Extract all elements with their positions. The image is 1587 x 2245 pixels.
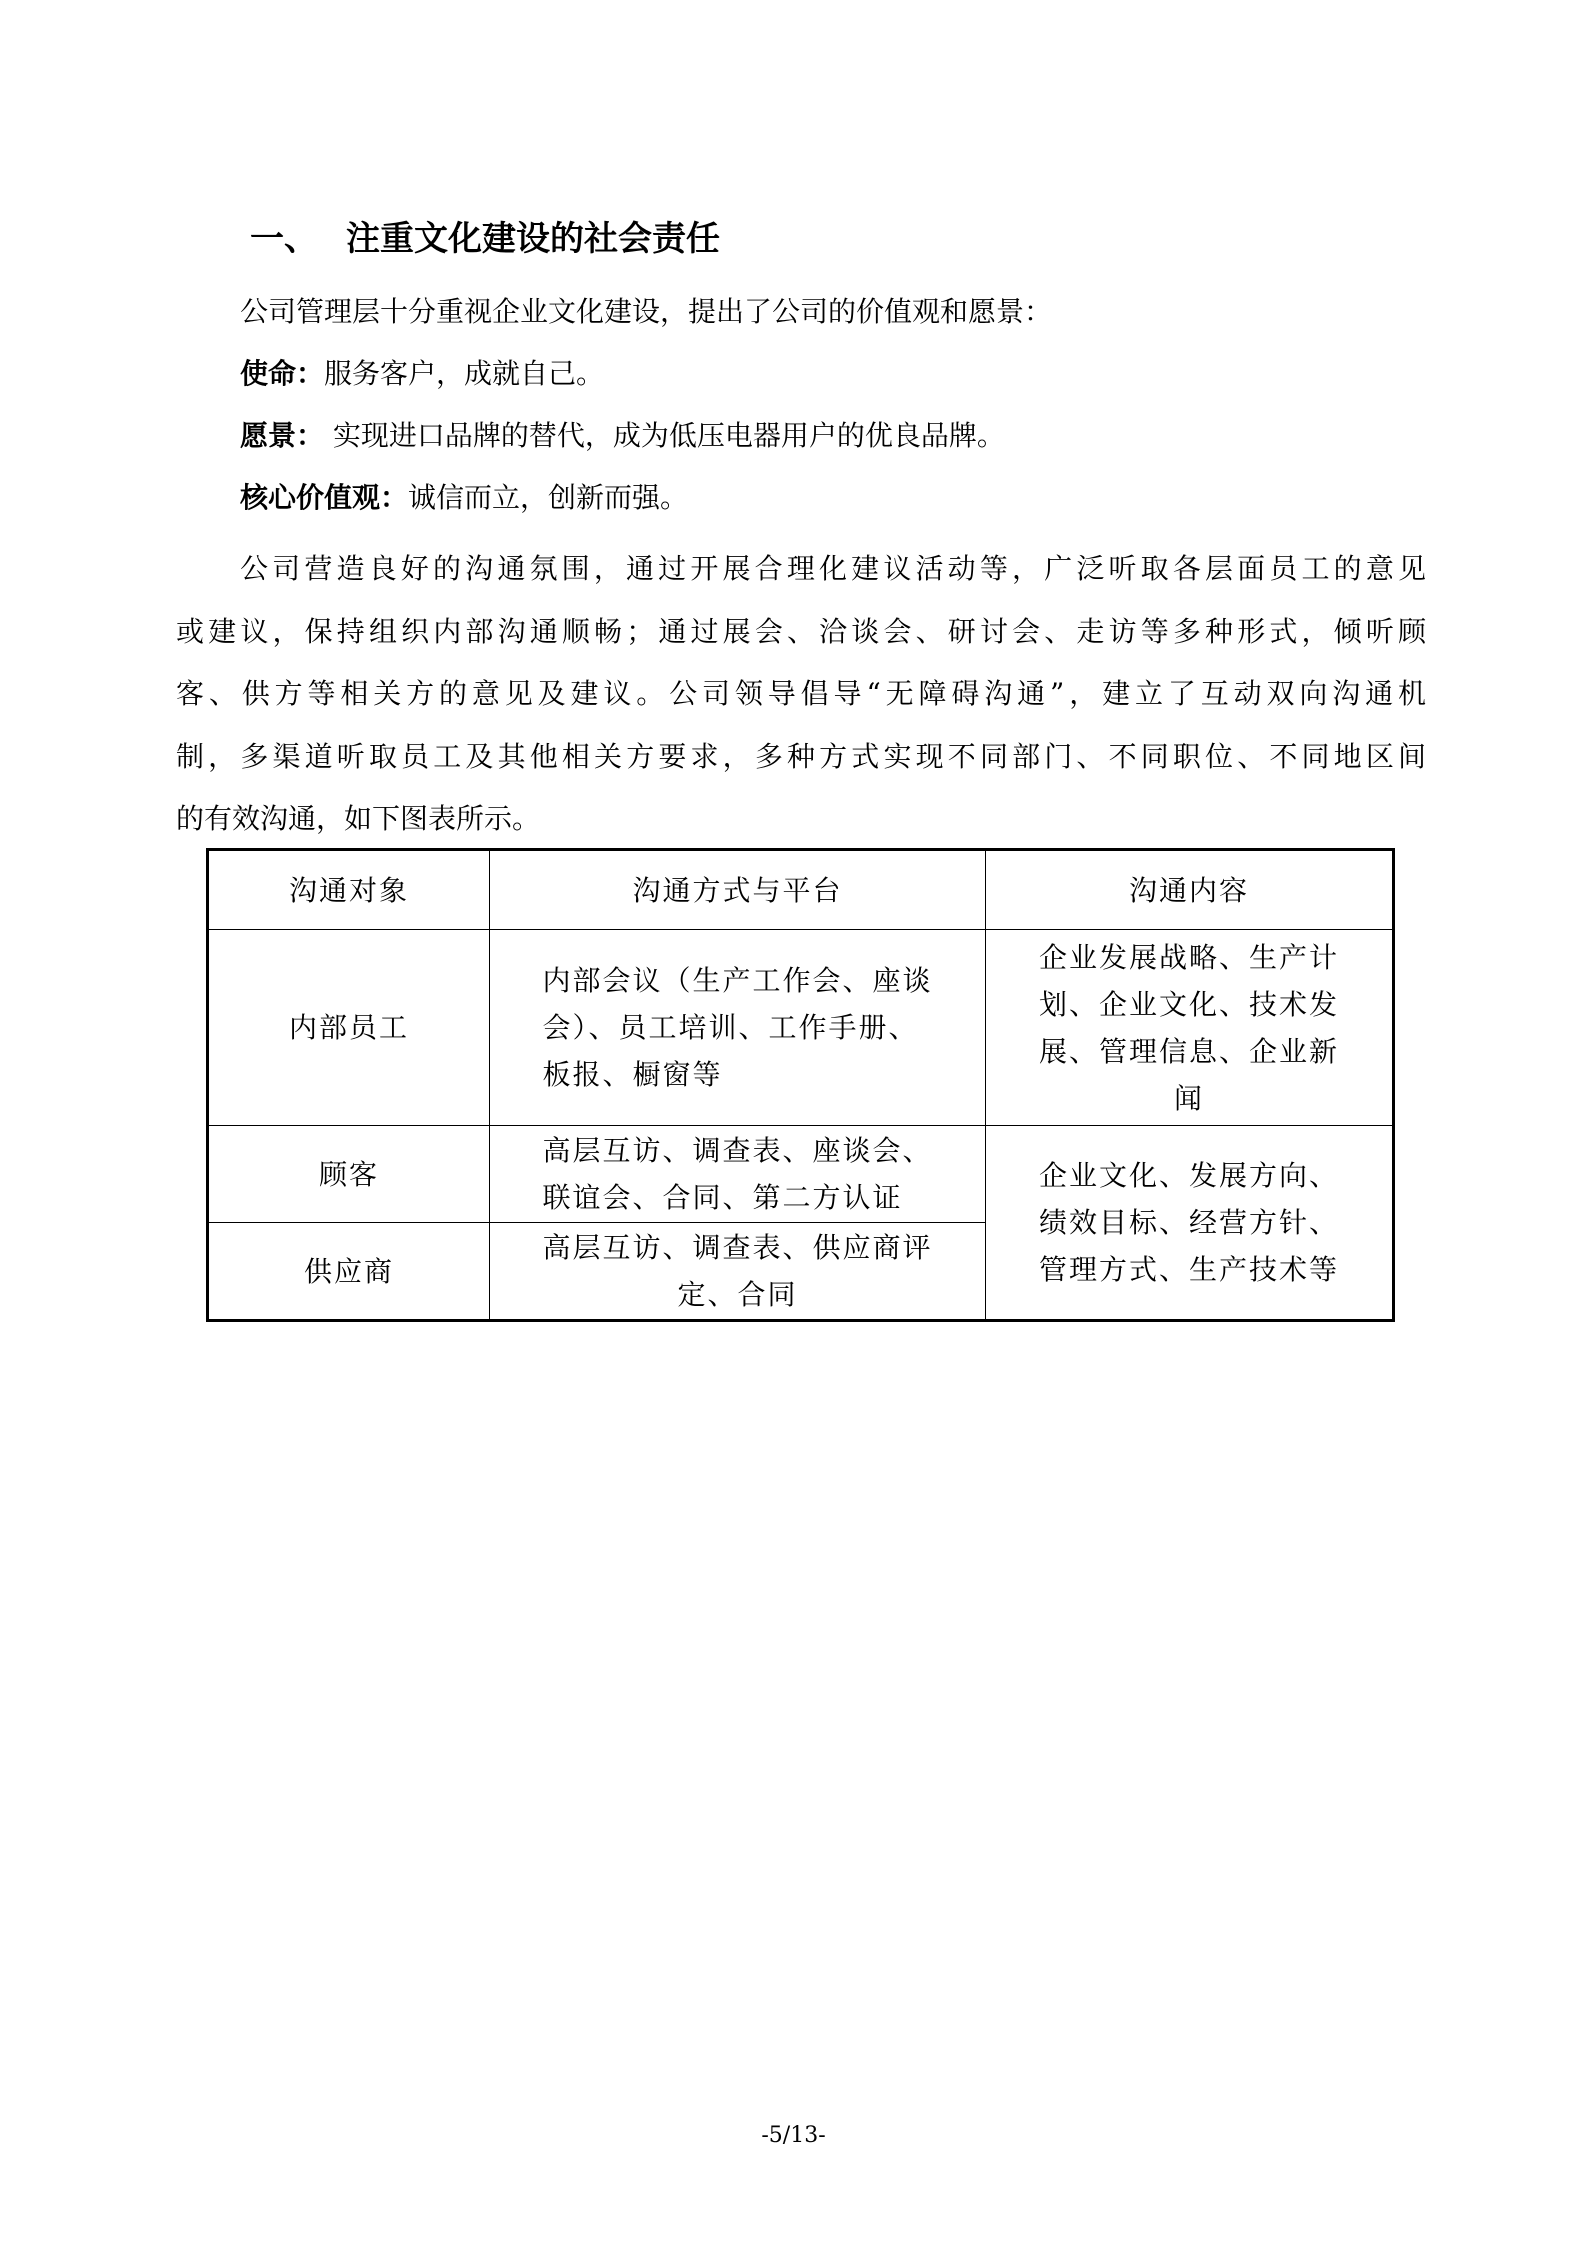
table-row — [208, 1126, 1394, 1223]
table-row — [208, 930, 1394, 1126]
intro-line: 公司管理层十分重视企业文化建设，提出了公司的价值观和愿景： — [240, 295, 1053, 328]
values-line — [240, 476, 1426, 520]
header-method: 沟通方式与平台 — [490, 850, 986, 930]
method-cell — [490, 1223, 986, 1321]
paragraph-line: 制，多渠道听取员工及其他相关方要求，多种方式实现不同部门、不同职位、不同地区间 — [176, 739, 1426, 773]
cell-line: 企业文化、发展方向、 — [1038, 1159, 1339, 1192]
cell-line: 展、管理信息、企业新 — [1038, 1034, 1339, 1068]
values-label: 核心价值观： — [240, 481, 409, 514]
section-title: 注重文化建设的社会责任 — [346, 219, 720, 259]
paragraph-line: 公司营造良好的沟通氛围，通过开展合理化建议活动等，广泛听取各层面员工的意见 — [240, 552, 1426, 585]
cell-line: 板报、橱窗等 — [542, 1058, 723, 1091]
paragraph-line: 的有效沟通，如下图表所示。 — [176, 802, 541, 835]
mission-label: 使命： — [240, 357, 325, 390]
vision-label: 愿景： — [240, 419, 325, 452]
target-cell: 内部员工 — [208, 930, 490, 1126]
mission-text: 服务客户，成就自己。 — [324, 357, 605, 390]
section-heading — [250, 214, 720, 264]
cell-line: 高层互访、调查表、座谈会、 — [542, 1134, 933, 1167]
communication-paragraph — [176, 538, 1426, 851]
header-content: 沟通内容 — [986, 850, 1394, 930]
cell-line: 联谊会、合同、第二方认证 — [542, 1181, 903, 1214]
cell-line: 闻 — [1173, 1081, 1204, 1115]
vision-line — [240, 414, 1426, 458]
paragraph-line: 客、供方等相关方的意见及建议。公司领导倡导“无障碍沟通”，建立了互动双向沟通机 — [176, 677, 1426, 710]
method-cell — [490, 1126, 986, 1223]
shared-content-cell — [986, 1126, 1394, 1321]
cell-line: 企业发展战略、生产计 — [1038, 940, 1339, 974]
cell-line: 内部会议（生产工作会、座谈 — [542, 964, 933, 997]
vision-text: 实现进口品牌的替代，成为低压电器用户的优良品牌。 — [332, 419, 1005, 452]
mission-line — [240, 352, 1426, 396]
content-cell — [986, 930, 1394, 1126]
cell-line: 高层互访、调查表、供应商评 — [542, 1231, 933, 1264]
table-header-row — [208, 850, 1394, 930]
communication-table — [206, 848, 1395, 1322]
cell-line: 绩效目标、经营方针、 — [1038, 1206, 1339, 1239]
paragraph-line: 或建议，保持组织内部沟通顺畅；通过展会、洽谈会、研讨会、走访等多种形式，倾听顾 — [176, 614, 1426, 648]
target-cell: 供应商 — [208, 1223, 490, 1321]
cell-line: 定、合同 — [677, 1278, 798, 1311]
cell-line: 会）、员工培训、工作手册、 — [542, 1011, 919, 1044]
cell-line: 划、企业文化、技术发 — [1038, 987, 1339, 1021]
cell-line: 管理方式、生产技术等 — [1038, 1253, 1339, 1286]
section-number: 一、 — [250, 219, 318, 259]
method-cell — [490, 930, 986, 1126]
page-number: -5/13- — [761, 2123, 826, 2148]
target-cell: 顾客 — [208, 1126, 490, 1223]
header-target: 沟通对象 — [208, 850, 490, 930]
values-text: 诚信而立，创新而强。 — [408, 481, 689, 514]
